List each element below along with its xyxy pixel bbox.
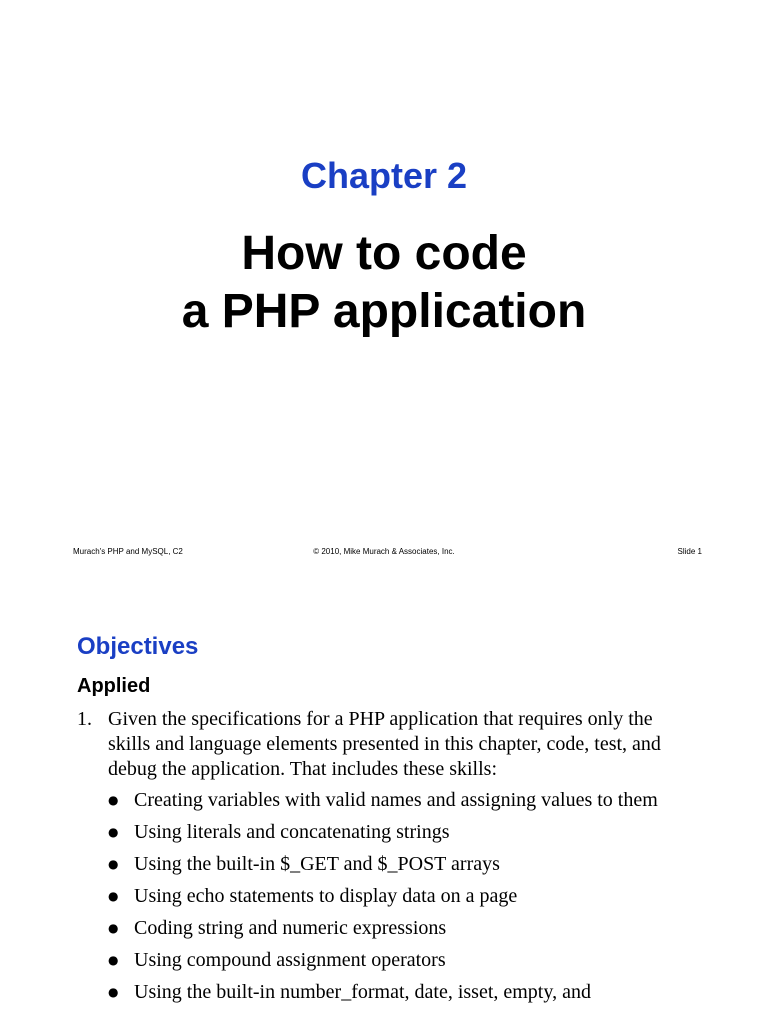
bullet-text: Using the built-in $_GET and $_POST arrays xyxy=(134,853,500,875)
skills-bullet-list xyxy=(108,788,668,1012)
bullet-icon: ● xyxy=(108,921,119,935)
footer-book-title: Murach's PHP and MySQL, C2 xyxy=(73,547,183,556)
bullet-icon: ● xyxy=(108,857,119,871)
objectives-heading: Objectives xyxy=(77,633,199,660)
footer-slide-number: Slide 1 xyxy=(677,547,702,556)
bullet-text: Using echo statements to display data on a page xyxy=(134,885,518,907)
list-item-text: Given the specifications for a PHP application that requires only the skills and language elements presented in this chapter, code, test, and debug the application. That includes these skills: xyxy=(108,708,661,780)
bullet-text: Using the built-in number_format, date, isset, empty, and xyxy=(134,981,591,1003)
footer-copyright: © 2010, Mike Murach & Associates, Inc. xyxy=(313,547,455,556)
list-item-number: 1. xyxy=(77,708,92,730)
bullet-text: Using compound assignment operators xyxy=(134,949,446,971)
list-item xyxy=(108,884,668,909)
objectives-slide xyxy=(0,576,768,1024)
bullet-icon: ● xyxy=(108,953,119,967)
bullet-icon: ● xyxy=(108,793,119,807)
list-item xyxy=(108,916,668,941)
chapter-label: Chapter 2 xyxy=(300,155,468,196)
bullet-text: Coding string and numeric expressions xyxy=(134,917,447,939)
list-item xyxy=(108,980,668,1005)
list-item xyxy=(108,852,668,877)
bullet-icon: ● xyxy=(108,825,119,839)
slide-title-line-1: How to code xyxy=(241,227,527,280)
applied-subheading: Applied xyxy=(77,675,151,697)
list-item xyxy=(108,788,668,813)
list-item xyxy=(108,820,668,845)
list-item xyxy=(108,948,668,973)
slide-title-line-2: a PHP application xyxy=(181,285,587,338)
bullet-text: Creating variables with valid names and assigning values to them xyxy=(134,789,658,811)
bullet-text: Using literals and concatenating strings xyxy=(134,821,450,843)
bullet-icon: ● xyxy=(108,985,119,999)
bullet-icon: ● xyxy=(108,889,119,903)
